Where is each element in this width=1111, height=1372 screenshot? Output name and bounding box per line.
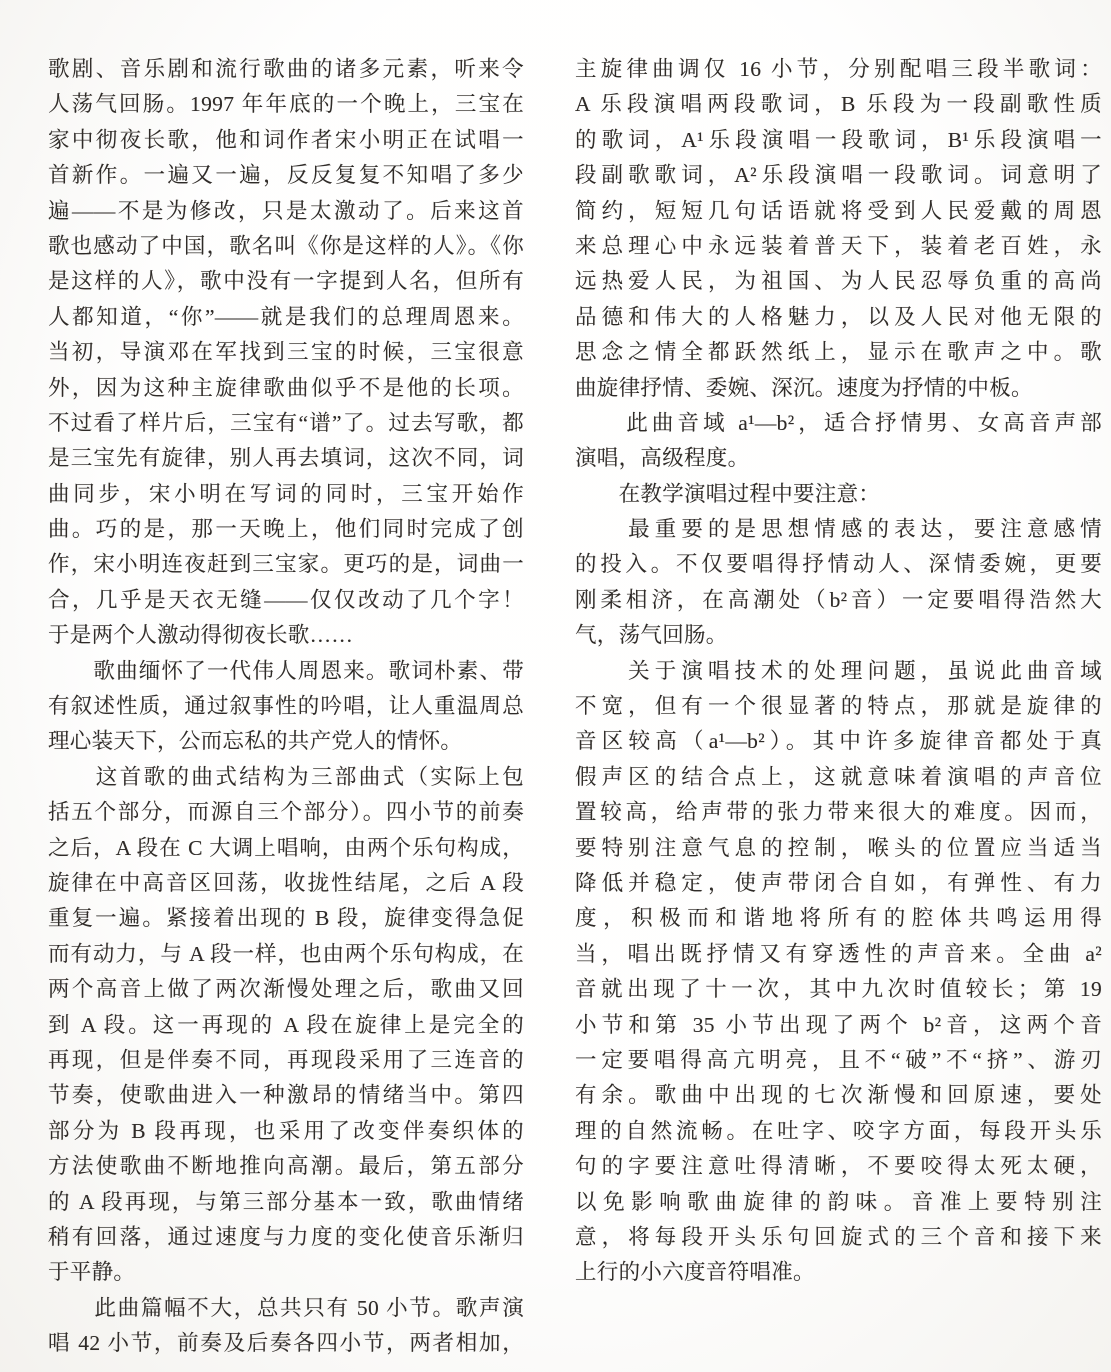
text-line: 演唱，高级程度。 xyxy=(575,446,750,471)
text-line: 来总理心中永远装着普天下，装着老百姓，永 xyxy=(575,233,1102,258)
text-line: 思念之情全都跃然纸上，显示在歌声之中。歌 xyxy=(575,340,1102,365)
text-line: 唱 42 小节，前奏及后奏各四小节，两者相加， xyxy=(48,1331,524,1356)
text-line: 家中彻夜长歌，他和词作者宋小明正在试唱一 xyxy=(48,127,524,152)
text-line: 关于演唱技术的处理问题，虽说此曲音域 xyxy=(575,658,1102,683)
text-line: 简约，短短几句话语就将受到人民爱戴的周恩 xyxy=(575,198,1102,223)
right-text-column xyxy=(575,52,1102,1291)
text-line: 当初，导演邓在军找到三宝的时候，三宝很意 xyxy=(48,340,524,365)
text-line: 于平静。 xyxy=(48,1260,136,1285)
text-line: 以免影响歌曲旋律的韵味。音准上要特别注 xyxy=(575,1189,1102,1214)
text-line: 遍——不是为修改，只是太激动了。后来这首 xyxy=(48,198,524,223)
text-line: 音区较高（a¹—b²）。其中许多旋律音都处于真 xyxy=(575,729,1102,754)
text-line: 歌曲缅怀了一代伟人周恩来。歌词朴素、带 xyxy=(48,658,524,683)
text-line: 首新作。一遍又一遍，反反复复不知唱了多少 xyxy=(48,163,524,188)
text-line: 音就出现了十一次，其中九次时值较长；第 19 xyxy=(575,977,1102,1002)
text-line: 理心装天下，公而忘私的共产党人的情怀。 xyxy=(48,729,463,754)
text-line: 外，因为这种主旋律歌曲似乎不是他的长项。 xyxy=(48,375,524,400)
text-line: 意，将每段开头乐句回旋式的三个音和接下来 xyxy=(575,1224,1102,1249)
text-line: 方法使歌曲不断地推向高潮。最后，第五部分 xyxy=(48,1154,524,1179)
text-line: 刚柔相济，在高潮处（b²音）一定要唱得浩然大 xyxy=(575,587,1102,612)
text-line: 不过看了样片后，三宝有“谱”了。过去写歌，都 xyxy=(48,410,524,435)
text-line: 要特别注意气息的控制，喉头的位置应当适当 xyxy=(575,835,1102,860)
text-line: 歌剧、音乐剧和流行歌曲的诸多元素，听来令 xyxy=(48,57,524,81)
text-line: 人荡气回肠。1997 年年底的一个晚上，三宝在 xyxy=(48,92,524,117)
text-line: 小节和第 35 小节出现了两个 b²音，这两个音 xyxy=(575,1012,1102,1037)
text-line: 一定要唱得高亢明亮，且不“破”不“挤”、游刃 xyxy=(575,1047,1102,1072)
text-line: 在教学演唱过程中要注意： xyxy=(575,481,881,506)
text-line: 曲。巧的是，那一天晚上，他们同时完成了创 xyxy=(48,517,524,542)
text-line: 段副歌歌词，A²乐段演唱一段歌词。词意明了 xyxy=(575,163,1102,188)
text-line: 是这样的人》，歌中没有一字提到人名，但所有 xyxy=(48,269,524,294)
text-line: 合，几乎是天衣无缝——仅仅改动了几个字！ xyxy=(48,587,524,612)
text-line: 远热爱人民，为祖国、为人民忍辱负重的高尚 xyxy=(575,269,1102,294)
text-line: 当，唱出既抒情又有穿透性的声音来。全曲 a² xyxy=(575,941,1102,966)
text-line: 有叙述性质，通过叙事性的吟唱，让人重温周总 xyxy=(48,694,524,719)
text-line: 曲同步，宋小明在写词的同时，三宝开始作 xyxy=(48,481,524,506)
text-line: 旋律在中高音区回荡，收拢性结尾，之后 A 段 xyxy=(48,870,524,895)
text-line: A 乐段演唱两段歌词，B 乐段为一段副歌性质 xyxy=(575,92,1102,117)
text-line: 人都知道，“你”——就是我们的总理周恩来。 xyxy=(48,304,524,329)
text-line: 的投入。不仅要唱得抒情动人、深情委婉，更要 xyxy=(575,552,1102,577)
text-line: 假声区的结合点上，这就意味着演唱的声音位 xyxy=(575,764,1102,789)
text-line: 部分为 B 段再现，也采用了改变伴奏织体的 xyxy=(48,1118,524,1143)
text-line: 曲旋律抒情、委婉、深沉。速度为抒情的中板。 xyxy=(575,375,1033,400)
text-line: 稍有回落，通过速度与力度的变化使音乐渐归 xyxy=(48,1224,524,1249)
text-line: 之后，A 段在 C 大调上唱响，由两个乐句构成， xyxy=(48,835,524,860)
text-line: 再现，但是伴奏不同，再现段采用了三连音的 xyxy=(48,1047,524,1072)
text-line: 不宽，但有一个很显著的特点，那就是旋律的 xyxy=(575,694,1102,719)
text-line: 最重要的是思想情感的表达，要注意感情 xyxy=(575,517,1102,542)
text-line: 两个高音上做了两次渐慢处理之后，歌曲又回 xyxy=(48,977,524,1002)
text-line: 括五个部分，而源自三个部分）。四小节的前奏 xyxy=(48,800,524,825)
text-line: 品德和伟大的人格魅力，以及人民对他无限的 xyxy=(575,304,1102,329)
text-line: 这首歌的曲式结构为三部曲式（实际上包 xyxy=(48,764,524,789)
text-line: 上行的小六度音符唱准。 xyxy=(575,1260,815,1285)
text-line: 于是两个人激动得彻夜长歌…… xyxy=(48,623,354,648)
text-line: 到 A 段。这一再现的 A 段在旋律上是完全的 xyxy=(48,1012,524,1037)
text-line: 重复一遍。紧接着出现的 B 段，旋律变得急促 xyxy=(48,906,524,931)
text-line: 有余。歌曲中出现的七次渐慢和回原速，要处 xyxy=(575,1083,1102,1108)
text-line: 此曲篇幅不大，总共只有 50 小节。歌声演 xyxy=(48,1295,524,1320)
text-line: 的歌词，A¹乐段演唱一段歌词，B¹乐段演唱一 xyxy=(575,127,1102,152)
text-line: 置较高，给声带的张力带来很大的难度。因而， xyxy=(575,800,1102,825)
text-line: 歌也感动了中国，歌名叫《你是这样的人》。《你 xyxy=(48,233,524,258)
text-line: 的 A 段再现，与第三部分基本一致，歌曲情绪 xyxy=(48,1189,524,1214)
text-line: 节奏，使歌曲进入一种激昂的情绪当中。第四 xyxy=(48,1083,524,1108)
text-line: 降低并稳定，使声带闭合自如，有弹性、有力 xyxy=(575,870,1102,895)
text-line: 而有动力，与 A 段一样，也由两个乐句构成，在 xyxy=(48,941,524,966)
text-line: 是三宝先有旋律，别人再去填词，这次不同，词 xyxy=(48,446,524,471)
left-text-column xyxy=(48,52,524,1356)
text-line: 理的自然流畅。在吐字、咬字方面，每段开头乐 xyxy=(575,1118,1102,1143)
text-line: 气，荡气回肠。 xyxy=(575,623,728,648)
text-line: 度，积极而和谐地将所有的腔体共鸣运用得 xyxy=(575,906,1102,931)
text-line: 主旋律曲调仅 16 小节，分别配唱三段半歌词： xyxy=(575,57,1102,81)
text-line: 此曲音域 a¹—b²，适合抒情男、女高音声部 xyxy=(575,410,1102,435)
text-line: 句的字要注意吐得清晰，不要咬得太死太硬， xyxy=(575,1154,1102,1179)
text-line: 作，宋小明连夜赶到三宝家。更巧的是，词曲一 xyxy=(48,552,524,577)
